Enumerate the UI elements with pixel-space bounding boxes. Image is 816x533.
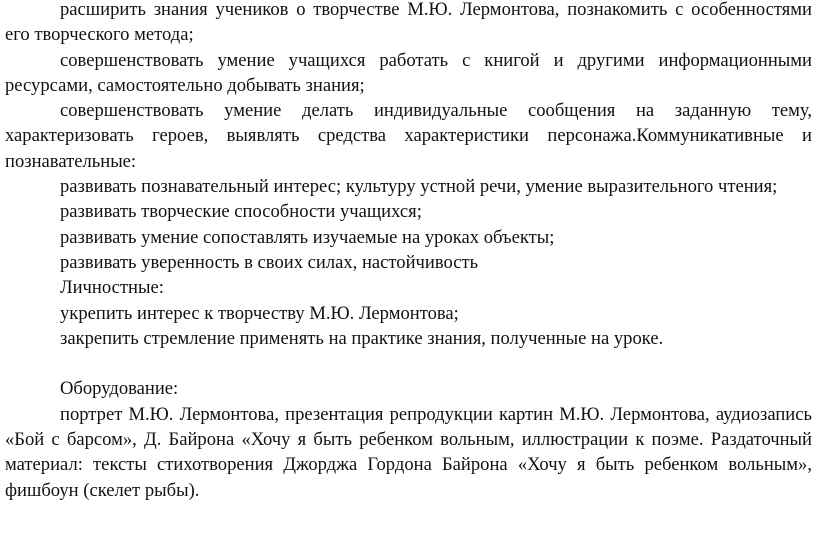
paragraph-strengthen-interest: укрепить интерес к творчеству М.Ю. Лермонтова; bbox=[60, 302, 459, 324]
paragraph-compare-objects: развивать умение сопоставлять изучаемые на уроках объекты; bbox=[60, 226, 555, 248]
blank-line bbox=[5, 351, 812, 376]
paragraph-individual-reports: совершенствовать умение делать индивидуальные сообщения на заданную тему, характеризовать героев, выявлять средства характеристики персонажа.Коммуникативные и познавательные: bbox=[5, 100, 812, 172]
paragraph-work-with-book: совершенствовать умение учащихся работать с книгой и другими информационными ресурсами, самостоятельно добывать знания; bbox=[5, 49, 812, 96]
paragraph-equipment-list: портрет М.Ю. Лермонтова, презентация репродукции картин М.Ю. Лермонтова, аудиозапись «Бой с барсом», Д. Байрона «Хочу я быть ребенком вольным, иллюстрации к поэме. Раздаточный материал: тексты стихотворения Джорджа Гордона Байрона «Хочу я быть ребенком вольным», фишбоун (скелет рыбы). bbox=[5, 403, 812, 501]
paragraph-self-confidence: развивать уверенность в своих силах, настойчивость bbox=[60, 251, 479, 273]
paragraph-creative-abilities: развивать творческие способности учащихся; bbox=[60, 201, 422, 223]
heading-equipment: Оборудование: bbox=[60, 378, 179, 400]
paragraph-apply-knowledge: закрепить стремление применять на практике знания, полученные на уроке. bbox=[60, 327, 664, 349]
heading-personal: Личностные: bbox=[60, 277, 164, 299]
paragraph-cognitive-interest: развивать познавательный интерес; культуру устной речи, умение выразительного чтения; bbox=[60, 176, 778, 198]
paragraph-expand-knowledge: расширить знания учеников о творчестве М.Ю. Лермонтова, познакомить с особенностями его творческого метода; bbox=[5, 0, 812, 46]
